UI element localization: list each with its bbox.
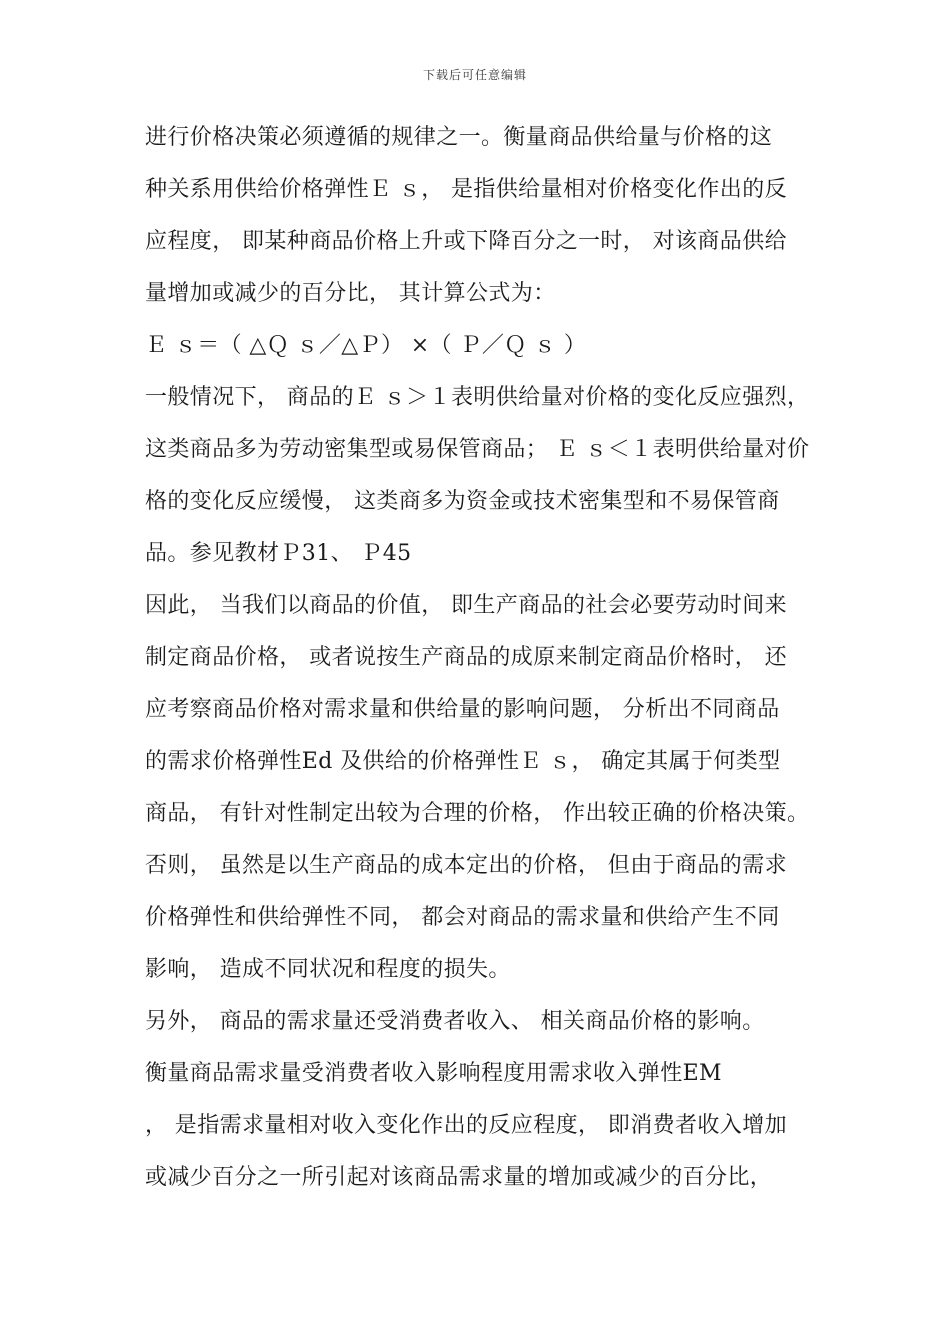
text-line: 品。参见教材Ｐ31、 Ｐ45	[145, 541, 412, 566]
text-line: 应程度， 即某种商品价格上升或下降百分之一时， 对该商品供给	[145, 229, 787, 254]
body-text	[145, 116, 835, 1208]
text-line: 量增加或减少的百分比， 其计算公式为：	[145, 281, 556, 306]
text-line: 商品， 有针对性制定出较为合理的价格， 作出较正确的价格决策。	[145, 801, 810, 826]
text-line: 因此， 当我们以商品的价值， 即生产商品的社会必要劳动时间来	[145, 593, 787, 618]
formula-line: Ｅ ｓ＝（ △Ｑ ｓ／△Ｐ） ×（ Ｐ／Ｑ ｓ ）	[145, 333, 587, 358]
text-line: 影响， 造成不同状况和程度的损失。	[145, 957, 511, 982]
text-line: 制定商品价格， 或者说按生产商品的成原来制定商品价格时， 还	[145, 645, 787, 670]
text-line: 的需求价格弹性Ed 及供给的价格弹性Ｅ ｓ， 确定其属于何类型	[145, 749, 781, 774]
text-line: 种关系用供给价格弹性Ｅ ｓ， 是指供给量相对价格变化作出的反	[145, 177, 787, 202]
text-line: 应考察商品价格对需求量和供给量的影响问题， 分析出不同商品	[145, 697, 780, 722]
text-line: 格的变化反应缓慢， 这类商多为资金或技术密集型和不易保管商	[145, 489, 780, 514]
text-line: 一般情况下， 商品的Ｅ ｓ＞１表明供给量对价格的变化反应强烈，	[145, 385, 810, 410]
header-note: 下载后可任意编辑	[422, 68, 527, 82]
text-line: 价格弹性和供给弹性不同， 都会对商品的需求量和供给产生不同	[145, 905, 780, 930]
text-line: 另外， 商品的需求量还受消费者收入、 相关商品价格的影响。	[145, 1009, 765, 1034]
text-line: 进行价格决策必须遵循的规律之一。衡量商品供给量与价格的这	[145, 125, 773, 150]
text-line: 否则， 虽然是以生产商品的成本定出的价格， 但由于商品的需求	[145, 853, 787, 878]
text-line: 这类商品多为劳动密集型或易保管商品； Ｅ ｓ＜１表明供给量对价	[145, 437, 810, 462]
text-line: 衡量商品需求量受消费者收入影响程度用需求收入弹性EM	[145, 1061, 722, 1086]
text-line: ， 是指需求量相对收入变化作出的反应程度， 即消费者收入增加	[145, 1113, 787, 1138]
text-line: 或减少百分之一所引起对该商品需求量的增加或减少的百分比，	[145, 1165, 773, 1190]
